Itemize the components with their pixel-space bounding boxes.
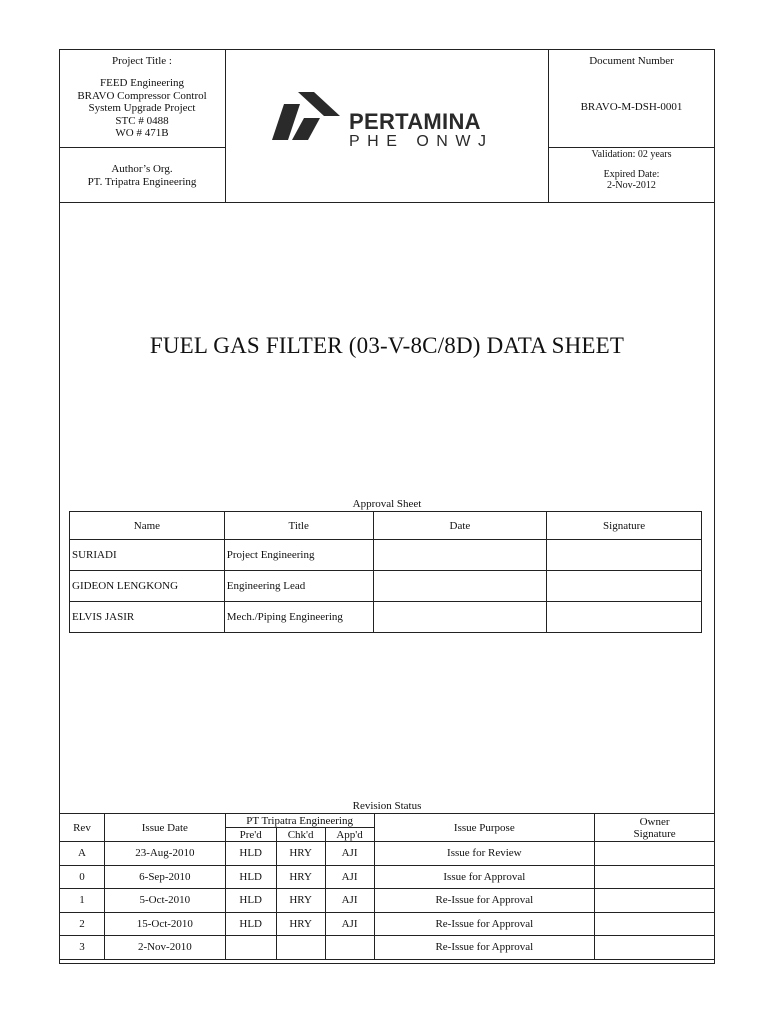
author-label: Author’s Org. <box>111 163 173 175</box>
revision-caption: Revision Status <box>352 800 422 812</box>
revision-date: 15-Oct-2010 <box>104 912 225 936</box>
revision-pred: HLD <box>225 912 276 936</box>
header-right-split <box>548 147 715 148</box>
revision-header-owner-line1: Owner <box>639 815 670 828</box>
revision-header-owner <box>595 814 715 842</box>
project-line-1: FEED Engineering <box>99 77 184 89</box>
project-title-label: Project Title : <box>112 55 172 67</box>
approval-header-signature: Signature <box>547 512 702 540</box>
revision-chkd: HRY <box>276 865 325 889</box>
approval-date <box>373 602 547 633</box>
approval-header-name: Name <box>70 512 225 540</box>
revision-pred: HLD <box>225 889 276 913</box>
approval-header-date: Date <box>373 512 547 540</box>
author-value: PT. Tripatra Engineering <box>87 175 197 188</box>
revision-rev: 3 <box>60 936 105 960</box>
approval-title: Mech./Piping Engineering <box>224 602 373 633</box>
doc-number-label: Document Number <box>589 55 674 67</box>
revision-appd <box>325 936 374 960</box>
approval-signature <box>547 540 702 571</box>
revision-owner-signature <box>595 912 715 936</box>
revision-appd: AJI <box>325 865 374 889</box>
revision-pred: HLD <box>225 865 276 889</box>
revision-header-group: PT Tripatra Engineering <box>225 814 374 828</box>
expired-label: Expired Date: <box>603 169 660 180</box>
approval-title: Engineering Lead <box>224 571 373 602</box>
revision-date: 2-Nov-2010 <box>104 936 225 960</box>
approval-name: ELVIS JASIR <box>70 602 225 633</box>
revision-row <box>60 889 715 913</box>
revision-date: 5-Oct-2010 <box>104 889 225 913</box>
revision-table <box>59 813 715 960</box>
validation-text: Validation: 02 years <box>591 149 672 160</box>
revision-pred <box>225 936 276 960</box>
pertamina-logo-icon <box>270 92 342 144</box>
revision-date: 6-Sep-2010 <box>104 865 225 889</box>
doc-number-value: BRAVO-M-DSH-0001 <box>580 101 683 113</box>
approval-caption: Approval Sheet <box>352 498 422 510</box>
expired-value: 2-Nov-2012 <box>607 180 656 191</box>
revision-header-row <box>60 814 715 828</box>
revision-row <box>60 865 715 889</box>
revision-chkd: HRY <box>276 842 325 866</box>
approval-signature <box>547 602 702 633</box>
revision-purpose: Re-Issue for Approval <box>374 889 595 913</box>
approval-name: GIDEON LENGKONG <box>70 571 225 602</box>
header-left-split <box>59 147 225 148</box>
header-left-divider <box>225 49 226 202</box>
approval-header-row <box>70 512 702 540</box>
revision-purpose: Issue for Review <box>374 842 595 866</box>
project-line-5: WO # 471B <box>115 127 169 139</box>
revision-row <box>60 842 715 866</box>
approval-row <box>70 602 702 633</box>
revision-header-pred: Pre'd <box>225 828 276 842</box>
revision-purpose: Issue for Approval <box>374 865 595 889</box>
revision-header-chkd: Chk'd <box>276 828 325 842</box>
revision-appd: AJI <box>325 842 374 866</box>
approval-date <box>373 571 547 602</box>
document-title: FUEL GAS FILTER (03-V-8C/8D) DATA SHEET <box>149 333 625 358</box>
approval-table <box>69 511 702 633</box>
project-line-3: System Upgrade Project <box>88 102 196 114</box>
logo-sub-text: PHE ONWJ <box>349 133 494 150</box>
header-bottom-divider <box>59 202 715 203</box>
revision-rev: A <box>60 842 105 866</box>
revision-rev: 1 <box>60 889 105 913</box>
approval-row <box>70 571 702 602</box>
approval-header-title: Title <box>224 512 373 540</box>
revision-header-appd: App'd <box>325 828 374 842</box>
revision-appd: AJI <box>325 889 374 913</box>
revision-chkd: HRY <box>276 889 325 913</box>
revision-owner-signature <box>595 865 715 889</box>
revision-purpose: Re-Issue for Approval <box>374 936 595 960</box>
approval-signature <box>547 571 702 602</box>
revision-owner-signature <box>595 842 715 866</box>
revision-appd: AJI <box>325 912 374 936</box>
revision-header-owner-line2: Signature <box>633 827 676 840</box>
approval-name: SURIADI <box>70 540 225 571</box>
logo-brand-text: PERTAMINA <box>349 109 481 134</box>
revision-chkd <box>276 936 325 960</box>
revision-rev: 0 <box>60 865 105 889</box>
revision-row <box>60 912 715 936</box>
revision-header-rev: Rev <box>60 814 105 842</box>
revision-header-issue-date: Issue Date <box>104 814 225 842</box>
project-line-4: STC # 0488 <box>115 114 169 127</box>
approval-row <box>70 540 702 571</box>
revision-pred: HLD <box>225 842 276 866</box>
project-line-2: BRAVO Compressor Control <box>77 89 207 102</box>
approval-date <box>373 540 547 571</box>
revision-owner-signature <box>595 936 715 960</box>
revision-chkd: HRY <box>276 912 325 936</box>
revision-purpose: Re-Issue for Approval <box>374 912 595 936</box>
revision-date: 23-Aug-2010 <box>104 842 225 866</box>
revision-owner-signature <box>595 889 715 913</box>
revision-header-purpose: Issue Purpose <box>374 814 595 842</box>
revision-row <box>60 936 715 960</box>
revision-rev: 2 <box>60 912 105 936</box>
approval-title: Project Engineering <box>224 540 373 571</box>
